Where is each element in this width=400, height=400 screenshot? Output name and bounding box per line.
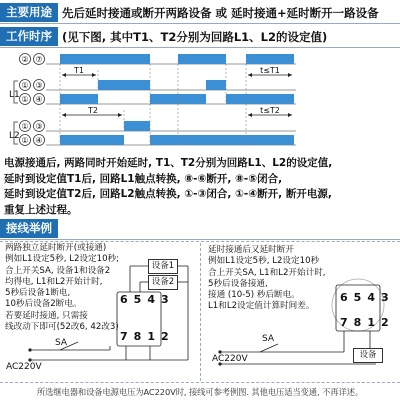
pin: 3 <box>380 291 389 304</box>
usage-header <box>0 3 379 22</box>
pin: 7 <box>340 316 348 329</box>
right-line: 延时接通后又延时断开 <box>208 245 294 255</box>
pin: 7 <box>120 330 128 343</box>
pin: 1 <box>367 316 375 329</box>
left-line: 线改动下即可(52改6, 42改3) <box>5 322 119 333</box>
row-label: ④ <box>35 95 43 104</box>
arrowhead <box>62 73 66 77</box>
row-label: ① <box>21 81 29 90</box>
pin: 4 <box>367 291 375 304</box>
relay-pins-top <box>120 293 169 306</box>
switch-label: SA <box>262 334 275 344</box>
timing-text: (见下图, 其中T1、T2分别为回路L1、L2的设定值) <box>62 29 328 44</box>
voltage-label: AC220V <box>6 362 42 372</box>
pin: 6 <box>120 293 128 306</box>
terminal <box>28 348 31 351</box>
description-line: 重复上述过程。 <box>4 203 78 216</box>
description-line: 延时到设定值T2后, 回路L2触点转换, ①-③闭合, ①-④断开, 断开电源, <box>4 188 332 200</box>
row-label: ① <box>21 95 29 104</box>
pin: 2 <box>160 330 169 343</box>
description-line: 电源接通后, 两路同时开始延时, T1、T2分别为回路L1、L2的设定值, <box>4 157 333 169</box>
left-line: 合上开关SA, 设备1和设备2 <box>5 265 111 276</box>
t1-prime-label: t≤T1 <box>260 66 280 75</box>
divider <box>0 47 400 48</box>
arrowhead <box>248 113 252 117</box>
pin: 4 <box>147 293 155 306</box>
right-line: L1和L2设定值计算时间差。 <box>208 301 315 312</box>
l1-off-pulse <box>226 94 294 104</box>
pin: 2 <box>380 316 389 329</box>
left-line: 两路独立延时断开(或接通) <box>5 243 107 253</box>
footer-note: 所选继电器和设备电源电压为AC220V时, 接线可参考例图. 其他电压适当变通, 不再详述。 <box>36 387 364 397</box>
l1-off-pulse <box>150 94 206 104</box>
switch-label: SA <box>55 338 68 348</box>
right-line: 例如L1设定5秒, L2设定10秒 <box>208 256 320 267</box>
l2-off-pulse <box>150 135 294 145</box>
right-line: 合上开关SA, L1和L2开始计时, <box>208 267 326 278</box>
arrowhead <box>288 73 292 77</box>
voltage-label: AC220V <box>212 354 248 364</box>
arrowhead <box>92 73 96 77</box>
t2-prime-label: t≤T2 <box>260 106 280 115</box>
row-label: ④ <box>35 136 43 145</box>
timing-diagram <box>0 50 400 154</box>
l2-off-pulse <box>60 135 124 145</box>
wiring-tag: 接线举例 <box>0 219 58 238</box>
description <box>4 156 396 218</box>
l1-on-pulse <box>98 80 150 90</box>
timing-tag: 工作时序 <box>0 27 58 46</box>
switch-sa <box>260 344 278 352</box>
row-label: ⑦ <box>35 55 43 64</box>
right-line: 接通 (10-5) 秒后断电。 <box>208 290 300 301</box>
relay-pins-bottom <box>120 330 169 343</box>
pin: 3 <box>160 293 169 306</box>
l1-off-pulse <box>60 94 98 104</box>
power-pulse <box>60 54 150 64</box>
left-line: 5秒后设备1断电, <box>5 288 71 299</box>
left-line: 若要延时接通, 只需接 <box>5 310 88 321</box>
left-line: 例如L1设定5秒, L2设定10秒; <box>5 254 120 265</box>
usage-tag: 主要用途 <box>0 3 58 22</box>
power-pulse <box>178 54 226 64</box>
t2-label: T2 <box>88 106 98 115</box>
pin: 8 <box>133 330 142 343</box>
wiring-header <box>0 219 58 238</box>
device-box: 设备 <box>353 348 383 363</box>
row-label: ② <box>21 55 29 64</box>
row-label: ③ <box>35 81 43 90</box>
usage-text: 先后延时接通或断开两路设备 或 延时接通+延时断开一路设备 <box>62 5 379 20</box>
row-label: ① <box>21 122 29 131</box>
arrowhead <box>288 113 292 117</box>
pin: 5 <box>133 293 142 306</box>
relay-pins-bottom <box>340 316 389 329</box>
arrowhead <box>118 113 122 117</box>
group-label-l2: L2 <box>9 131 20 141</box>
timing-header <box>0 27 327 46</box>
relay-pins-top <box>340 291 389 304</box>
power-pulse <box>246 54 294 64</box>
description-line: 延时到设定值T1后, 回路L1触点转换, ⑧-⑥断开, ⑧-⑤闭合, <box>4 172 283 185</box>
l1-on-pulse <box>206 80 226 90</box>
l2-on-pulse <box>124 121 150 131</box>
arrowhead <box>62 113 66 117</box>
right-line: 5秒后设备接通, <box>208 278 268 289</box>
device1-box: 设备1 <box>148 259 178 274</box>
divider <box>0 23 400 24</box>
pin: 5 <box>353 291 362 304</box>
example-divider <box>200 243 202 381</box>
pin: 8 <box>353 316 362 329</box>
pin: 6 <box>340 291 348 304</box>
group-label-l1: L1 <box>9 90 20 100</box>
device2-box: 设备2 <box>148 275 178 290</box>
t1-label: T1 <box>74 66 84 75</box>
row-label: ③ <box>35 122 43 131</box>
pin: 1 <box>147 330 155 343</box>
left-line: 10秒后设备2断电。 <box>5 299 82 310</box>
arrowhead <box>248 73 252 77</box>
row-label: ① <box>21 136 29 145</box>
left-line: 均得电, L1和L2开始计时, <box>5 276 103 287</box>
